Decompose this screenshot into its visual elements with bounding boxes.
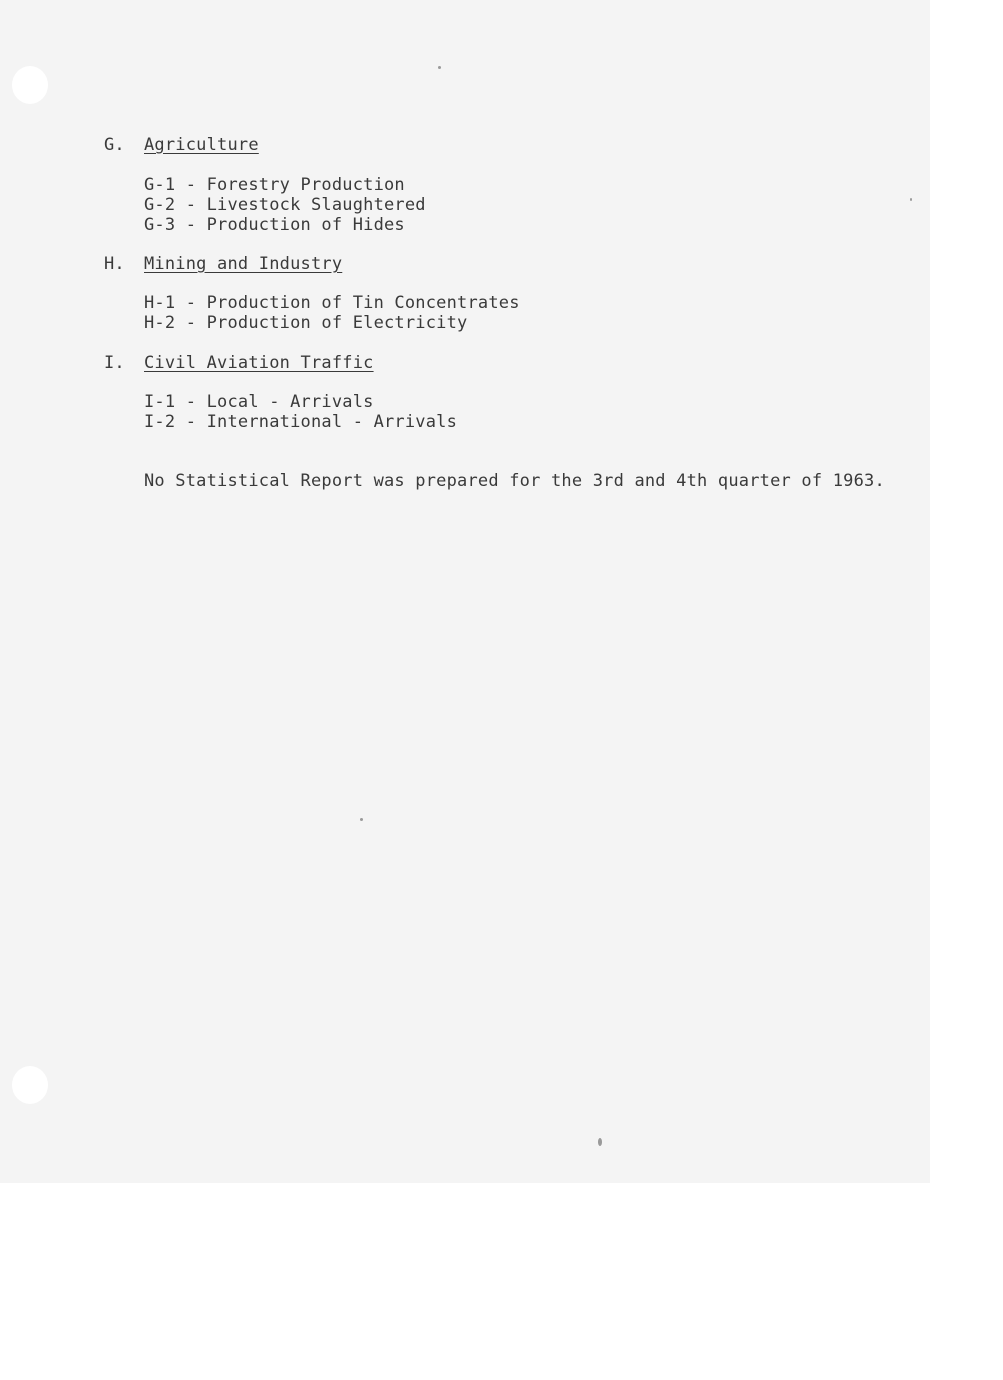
list-item: G-2 - Livestock Slaughtered: [144, 195, 426, 215]
list-item: G-3 - Production of Hides: [144, 215, 405, 235]
list-item: I-2 - International - Arrivals: [144, 412, 458, 432]
punch-hole-bottom: [12, 1066, 48, 1104]
section-g-title: Agriculture: [144, 135, 259, 155]
list-item: G-1 - Forestry Production: [144, 175, 405, 195]
report-note: No Statistical Report was prepared for the 3rd and 4th quarter of 1963.: [144, 471, 885, 491]
list-item: I-1 - Local - Arrivals: [144, 392, 374, 412]
section-h-title: Mining and Industry: [144, 254, 343, 274]
section-i-letter: I.: [104, 353, 125, 373]
scan-speck: [438, 66, 441, 69]
list-item: H-2 - Production of Electricity: [144, 313, 468, 333]
scan-speck: [910, 198, 912, 201]
list-item: H-1 - Production of Tin Concentrates: [144, 293, 520, 313]
section-h-letter: H.: [104, 254, 125, 274]
section-g-letter: G.: [104, 135, 125, 155]
scan-speck: [360, 818, 363, 821]
punch-hole-top: [12, 66, 48, 104]
section-i-title: Civil Aviation Traffic: [144, 353, 374, 373]
scan-speck: [598, 1138, 602, 1146]
